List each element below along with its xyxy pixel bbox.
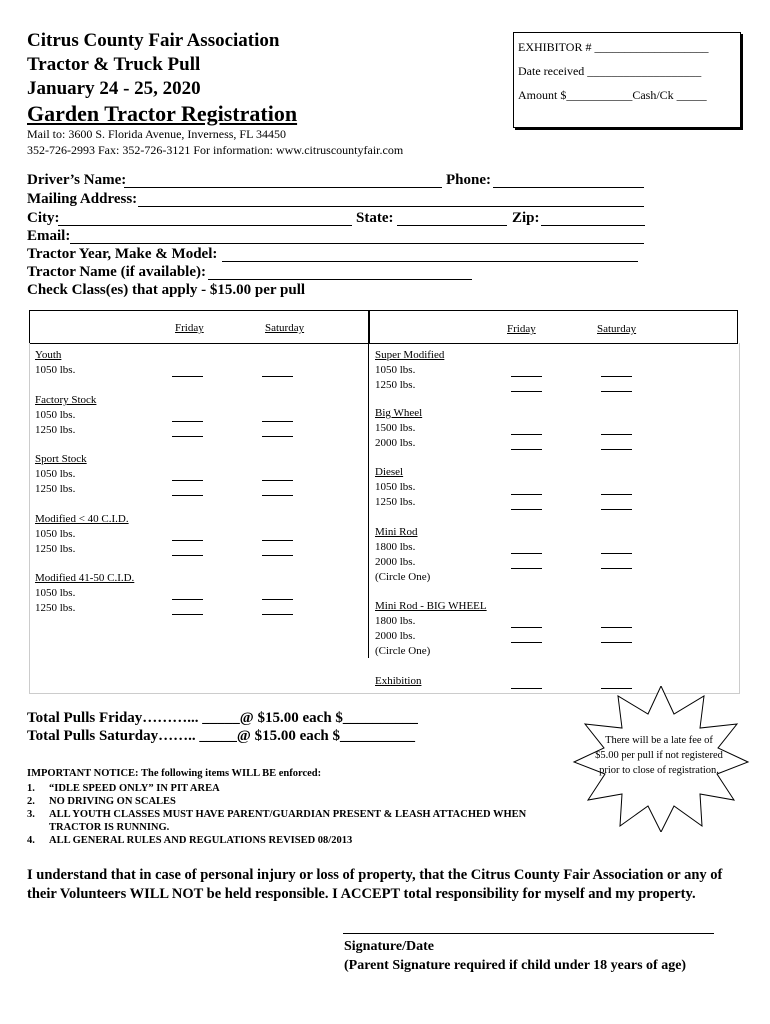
class-weight: 1050 lbs.: [35, 528, 76, 540]
bigwheel-2000-saturday[interactable]: [601, 449, 632, 450]
signature-label: Signature/Date: [344, 939, 434, 954]
class-weight: 2000 lbs.: [375, 630, 416, 642]
class-name: Diesel: [375, 466, 404, 478]
state-field[interactable]: [397, 225, 507, 226]
check-class-label: Check Class(es) that apply - $15.00 per pull: [27, 282, 306, 298]
signature-field[interactable]: [343, 933, 714, 934]
diesel-1050-friday[interactable]: [511, 494, 542, 495]
signature-note: (Parent Signature required if child under 18 years of age): [344, 958, 687, 973]
factory-1050-friday[interactable]: [172, 421, 203, 422]
minirodbw-2000-friday[interactable]: [511, 642, 542, 643]
mod4150-1050-friday[interactable]: [172, 599, 203, 600]
class-name: Modified 41-50 C.I.D.: [35, 572, 135, 584]
class-weight: 1250 lbs.: [35, 424, 76, 436]
mod40-1050-saturday[interactable]: [262, 540, 293, 541]
class-name: Sport Stock: [35, 453, 87, 465]
supermod-1250-saturday[interactable]: [601, 391, 632, 392]
class-weight: 1250 lbs.: [375, 379, 416, 391]
class-weight: 2000 lbs.: [375, 437, 416, 449]
tractor-name-field[interactable]: [208, 279, 472, 280]
class-big-wheel: [375, 406, 422, 451]
factory-1250-saturday[interactable]: [262, 436, 293, 437]
class-name: Modified < 40 C.I.D.: [35, 513, 129, 525]
class-weight: 1250 lbs.: [35, 543, 76, 555]
class-exhibition: Exhibition: [375, 675, 422, 687]
class-name: Mini Rod - BIG WHEEL: [375, 600, 487, 612]
class-name: Factory Stock: [35, 394, 97, 406]
supermod-1250-friday[interactable]: [511, 391, 542, 392]
minirod-1800-saturday[interactable]: [601, 553, 632, 554]
diesel-1050-saturday[interactable]: [601, 494, 632, 495]
class-youth: [35, 348, 75, 378]
mod4150-1250-friday[interactable]: [172, 614, 203, 615]
state-label: State:: [356, 210, 394, 226]
city-field[interactable]: [58, 225, 352, 226]
supermod-1050-friday[interactable]: [511, 376, 542, 377]
sport-1050-saturday[interactable]: [262, 480, 293, 481]
class-weight: 1050 lbs.: [35, 364, 76, 376]
right-saturday-header: Saturday: [597, 323, 637, 335]
class-factory-stock: [35, 393, 96, 438]
city-label: City:: [27, 210, 60, 226]
youth-1050-friday[interactable]: [172, 376, 203, 377]
class-super-modified: [375, 348, 444, 393]
mod40-1050-friday[interactable]: [172, 540, 203, 541]
class-weight: 1050 lbs.: [35, 587, 76, 599]
diesel-1250-friday[interactable]: [511, 509, 542, 510]
email-label: Email:: [27, 228, 71, 244]
notice-heading: IMPORTANT NOTICE: The following items WILL BE enforced:: [27, 768, 322, 779]
class-weight: 1250 lbs.: [35, 602, 76, 614]
date-received: Date received ___________________: [518, 64, 702, 78]
youth-1050-saturday[interactable]: [262, 376, 293, 377]
class-weight: 1250 lbs.: [375, 496, 416, 508]
class-weight: 2000 lbs.: [375, 556, 416, 568]
mail-to: Mail to: 3600 S. Florida Avenue, Inverness, FL 34450: [27, 127, 286, 141]
liability-statement: I understand that in case of personal injury or loss of property, that the Citrus County Fair Association or any of their Volunteers WILL NOT be held responsible. I ACCEPT total responsibility for myself and my property.: [27, 867, 723, 902]
class-modified-41-50: [35, 571, 134, 616]
notice-number: 4.: [27, 835, 35, 846]
form-title: Garden Tractor Registration: [27, 101, 298, 126]
exhibitor-number: EXHIBITOR # ___________________: [518, 40, 709, 54]
circle-one-note: (Circle One): [375, 645, 431, 657]
tractor-info-label: Tractor Year, Make & Model:: [27, 246, 218, 262]
class-name: Mini Rod: [375, 526, 418, 538]
tractor-info-field[interactable]: [222, 261, 638, 262]
exhibition-friday[interactable]: [511, 688, 542, 689]
notice-text: ALL YOUTH CLASSES MUST HAVE PARENT/GUARDIAN PRESENT & LEASH ATTACHED WHEN: [49, 809, 527, 820]
late-fee-notice: There will be a late fee of $5.00 per pull if not registered prior to close of registration.: [595, 735, 723, 776]
supermod-1050-saturday[interactable]: [601, 376, 632, 377]
event-dates: January 24 - 25, 2020: [27, 78, 201, 99]
mod4150-1250-saturday[interactable]: [262, 614, 293, 615]
notice-number: 2.: [27, 796, 35, 807]
total-pulls-friday[interactable]: Total Pulls Friday………... _____@ $15.00 each $__________: [27, 710, 418, 726]
notice-number: 1.: [27, 783, 35, 794]
minirodbw-1800-saturday[interactable]: [601, 627, 632, 628]
driver-name-field[interactable]: [124, 187, 442, 188]
class-weight: 1050 lbs.: [35, 468, 76, 480]
notice-item: [27, 833, 352, 848]
phone-label: Phone:: [446, 172, 491, 188]
bigwheel-1500-friday[interactable]: [511, 434, 542, 435]
class-weight: 1500 lbs.: [375, 422, 416, 434]
class-weight: 1050 lbs.: [35, 409, 76, 421]
factory-1250-friday[interactable]: [172, 436, 203, 437]
mod40-1250-friday[interactable]: [172, 555, 203, 556]
diesel-1250-saturday[interactable]: [601, 509, 632, 510]
minirod-1800-friday[interactable]: [511, 553, 542, 554]
minirodbw-2000-saturday[interactable]: [601, 642, 632, 643]
minirodbw-1800-friday[interactable]: [511, 627, 542, 628]
mod40-1250-saturday[interactable]: [262, 555, 293, 556]
bigwheel-1500-saturday[interactable]: [601, 434, 632, 435]
notice-text: ALL GENERAL RULES AND REGULATIONS REVISED 08/2013: [49, 835, 353, 846]
notice-number: 3.: [27, 809, 35, 820]
class-mini-rod: [375, 525, 430, 585]
class-weight: 1050 lbs.: [375, 481, 416, 493]
left-friday-header: Friday: [175, 322, 204, 334]
mailing-address-field[interactable]: [138, 206, 644, 207]
minirod-2000-saturday[interactable]: [601, 568, 632, 569]
bigwheel-2000-friday[interactable]: [511, 449, 542, 450]
class-name: Youth: [35, 349, 62, 361]
mod4150-1050-saturday[interactable]: [262, 599, 293, 600]
class-name: Super Modified: [375, 349, 445, 361]
class-sport-stock: [35, 452, 87, 497]
contact-info: 352-726-2993 Fax: 352-726-3121 For information: www.citruscountyfair.com: [27, 143, 404, 157]
notice-text: NO DRIVING ON SCALES: [49, 796, 176, 807]
email-field[interactable]: [70, 243, 644, 244]
zip-field[interactable]: [541, 225, 645, 226]
right-friday-header: Friday: [507, 323, 536, 335]
class-weight: 1800 lbs.: [375, 541, 416, 553]
event-name: Tractor & Truck Pull: [27, 54, 201, 75]
circle-one-note: (Circle One): [375, 571, 431, 583]
notice-text: TRACTOR IS RUNNING.: [49, 822, 170, 833]
notice-text: “IDLE SPEED ONLY” IN PIT AREA: [49, 783, 220, 794]
minirod-2000-friday[interactable]: [511, 568, 542, 569]
office-use-box: [513, 32, 741, 128]
class-weight: 1800 lbs.: [375, 615, 416, 627]
left-saturday-header: Saturday: [265, 322, 305, 334]
amount-cash-check: Amount $___________Cash/Ck _____: [518, 88, 707, 102]
class-diesel: [375, 465, 415, 510]
total-pulls-saturday[interactable]: Total Pulls Saturday…….. _____@ $15.00 each $__________: [27, 728, 416, 744]
sport-1250-friday[interactable]: [172, 495, 203, 496]
factory-1050-saturday[interactable]: [262, 421, 293, 422]
zip-label: Zip:: [512, 210, 540, 226]
driver-name-label: Driver’s Name:: [27, 172, 127, 188]
class-weight: 1050 lbs.: [375, 364, 416, 376]
sport-1050-friday[interactable]: [172, 480, 203, 481]
sport-1250-saturday[interactable]: [262, 495, 293, 496]
class-mini-rod-big-wheel: [375, 599, 487, 659]
tractor-name-label: Tractor Name (if available):: [27, 264, 206, 280]
class-weight: 1250 lbs.: [35, 483, 76, 495]
class-name: Big Wheel: [375, 407, 423, 419]
org-name: Citrus County Fair Association: [27, 30, 280, 51]
class-modified-under-40: [35, 512, 129, 557]
phone-field[interactable]: [493, 187, 644, 188]
mailing-address-label: Mailing Address:: [27, 191, 138, 207]
